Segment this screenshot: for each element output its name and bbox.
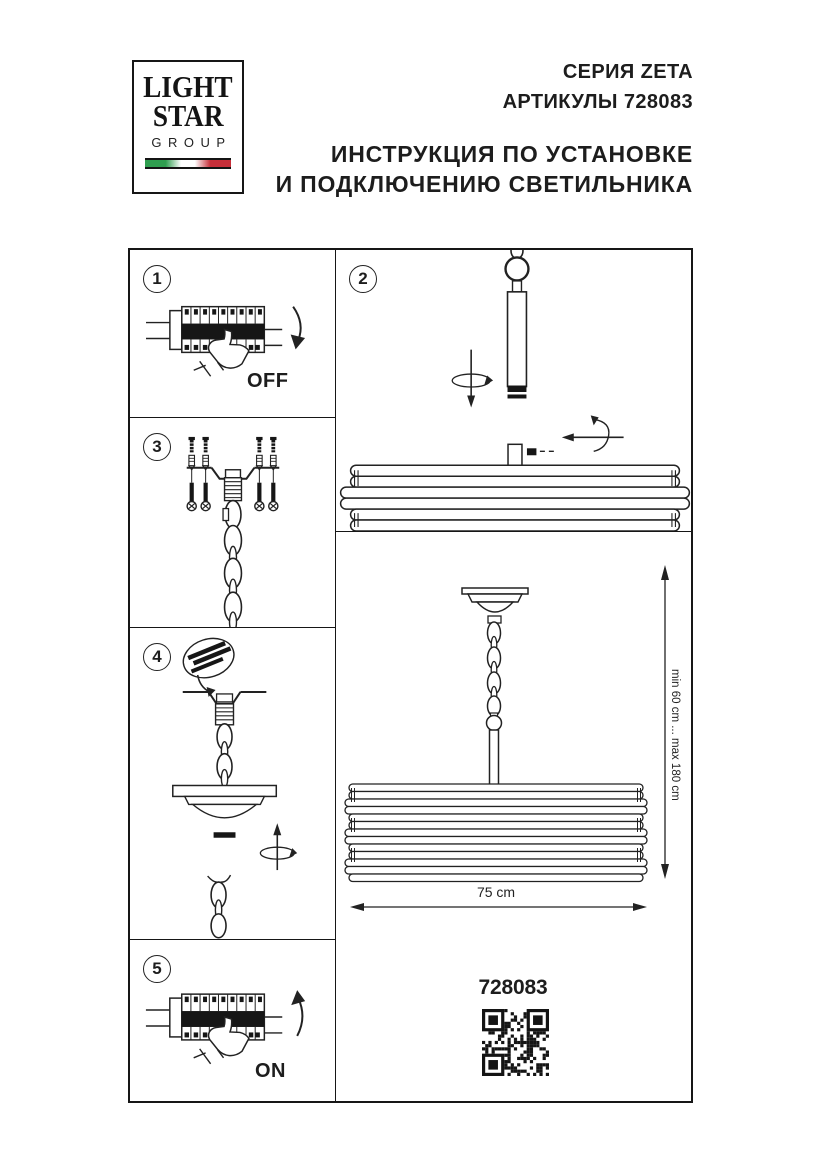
main-title-line2: И ПОДКЛЮЧЕНИЮ СВЕТИЛЬНИКА	[275, 171, 693, 197]
step-3-badge: 3	[143, 433, 171, 461]
qr-code-svg	[482, 1009, 549, 1076]
articles-title: АРТИКУЛЫ 728083	[502, 91, 693, 113]
qr-code	[482, 1009, 549, 1076]
arrow-up-icon	[297, 998, 302, 1036]
height-dimension-label: min 60 cm ... max 180 cm	[669, 669, 681, 801]
step-4-panel	[130, 628, 336, 940]
off-label: OFF	[247, 370, 289, 392]
step-2-badge: 2	[349, 265, 377, 293]
step-4-canopy-illustration	[130, 628, 335, 939]
rotate-side-arrow-icon	[562, 415, 624, 451]
on-label: ON	[255, 1060, 286, 1082]
lightstar-logo	[132, 60, 244, 194]
step-1-badge: 1	[143, 265, 171, 293]
step-3-panel	[130, 418, 336, 628]
step-2-panel	[336, 250, 691, 532]
header-titles	[276, 61, 693, 198]
rotate-down-arrow-icon	[452, 350, 493, 408]
step-2-rod-shade-illustration	[336, 250, 691, 531]
shade-slats	[341, 465, 690, 531]
chain	[488, 622, 501, 716]
italian-flag	[145, 158, 231, 169]
step-5-panel	[130, 940, 336, 1101]
shade-slats	[345, 784, 647, 882]
width-dimension-label: 75 cm	[476, 884, 516, 900]
width-dimension-arrow	[350, 903, 647, 911]
main-title-line1: ИНСТРУКЦИЯ ПО УСТАНОВКЕ	[330, 141, 693, 167]
instruction-grid	[128, 248, 693, 1103]
logo-word-light: LIGHT	[143, 69, 233, 104]
step-1-panel	[130, 250, 336, 418]
dimension-diagram-panel	[336, 532, 691, 1101]
series-title: СЕРИЯ ZETA	[562, 61, 693, 83]
step-4-badge: 4	[143, 643, 171, 671]
logo-word-group: GROUP	[151, 135, 232, 151]
step-5-badge: 5	[143, 955, 171, 983]
rotate-up-arrow-icon	[260, 823, 297, 870]
height-dimension-arrow	[661, 565, 669, 879]
logo-word-star: STAR	[152, 97, 224, 133]
article-number: 728083	[478, 976, 548, 999]
wiring-detail-balloon	[178, 632, 239, 697]
